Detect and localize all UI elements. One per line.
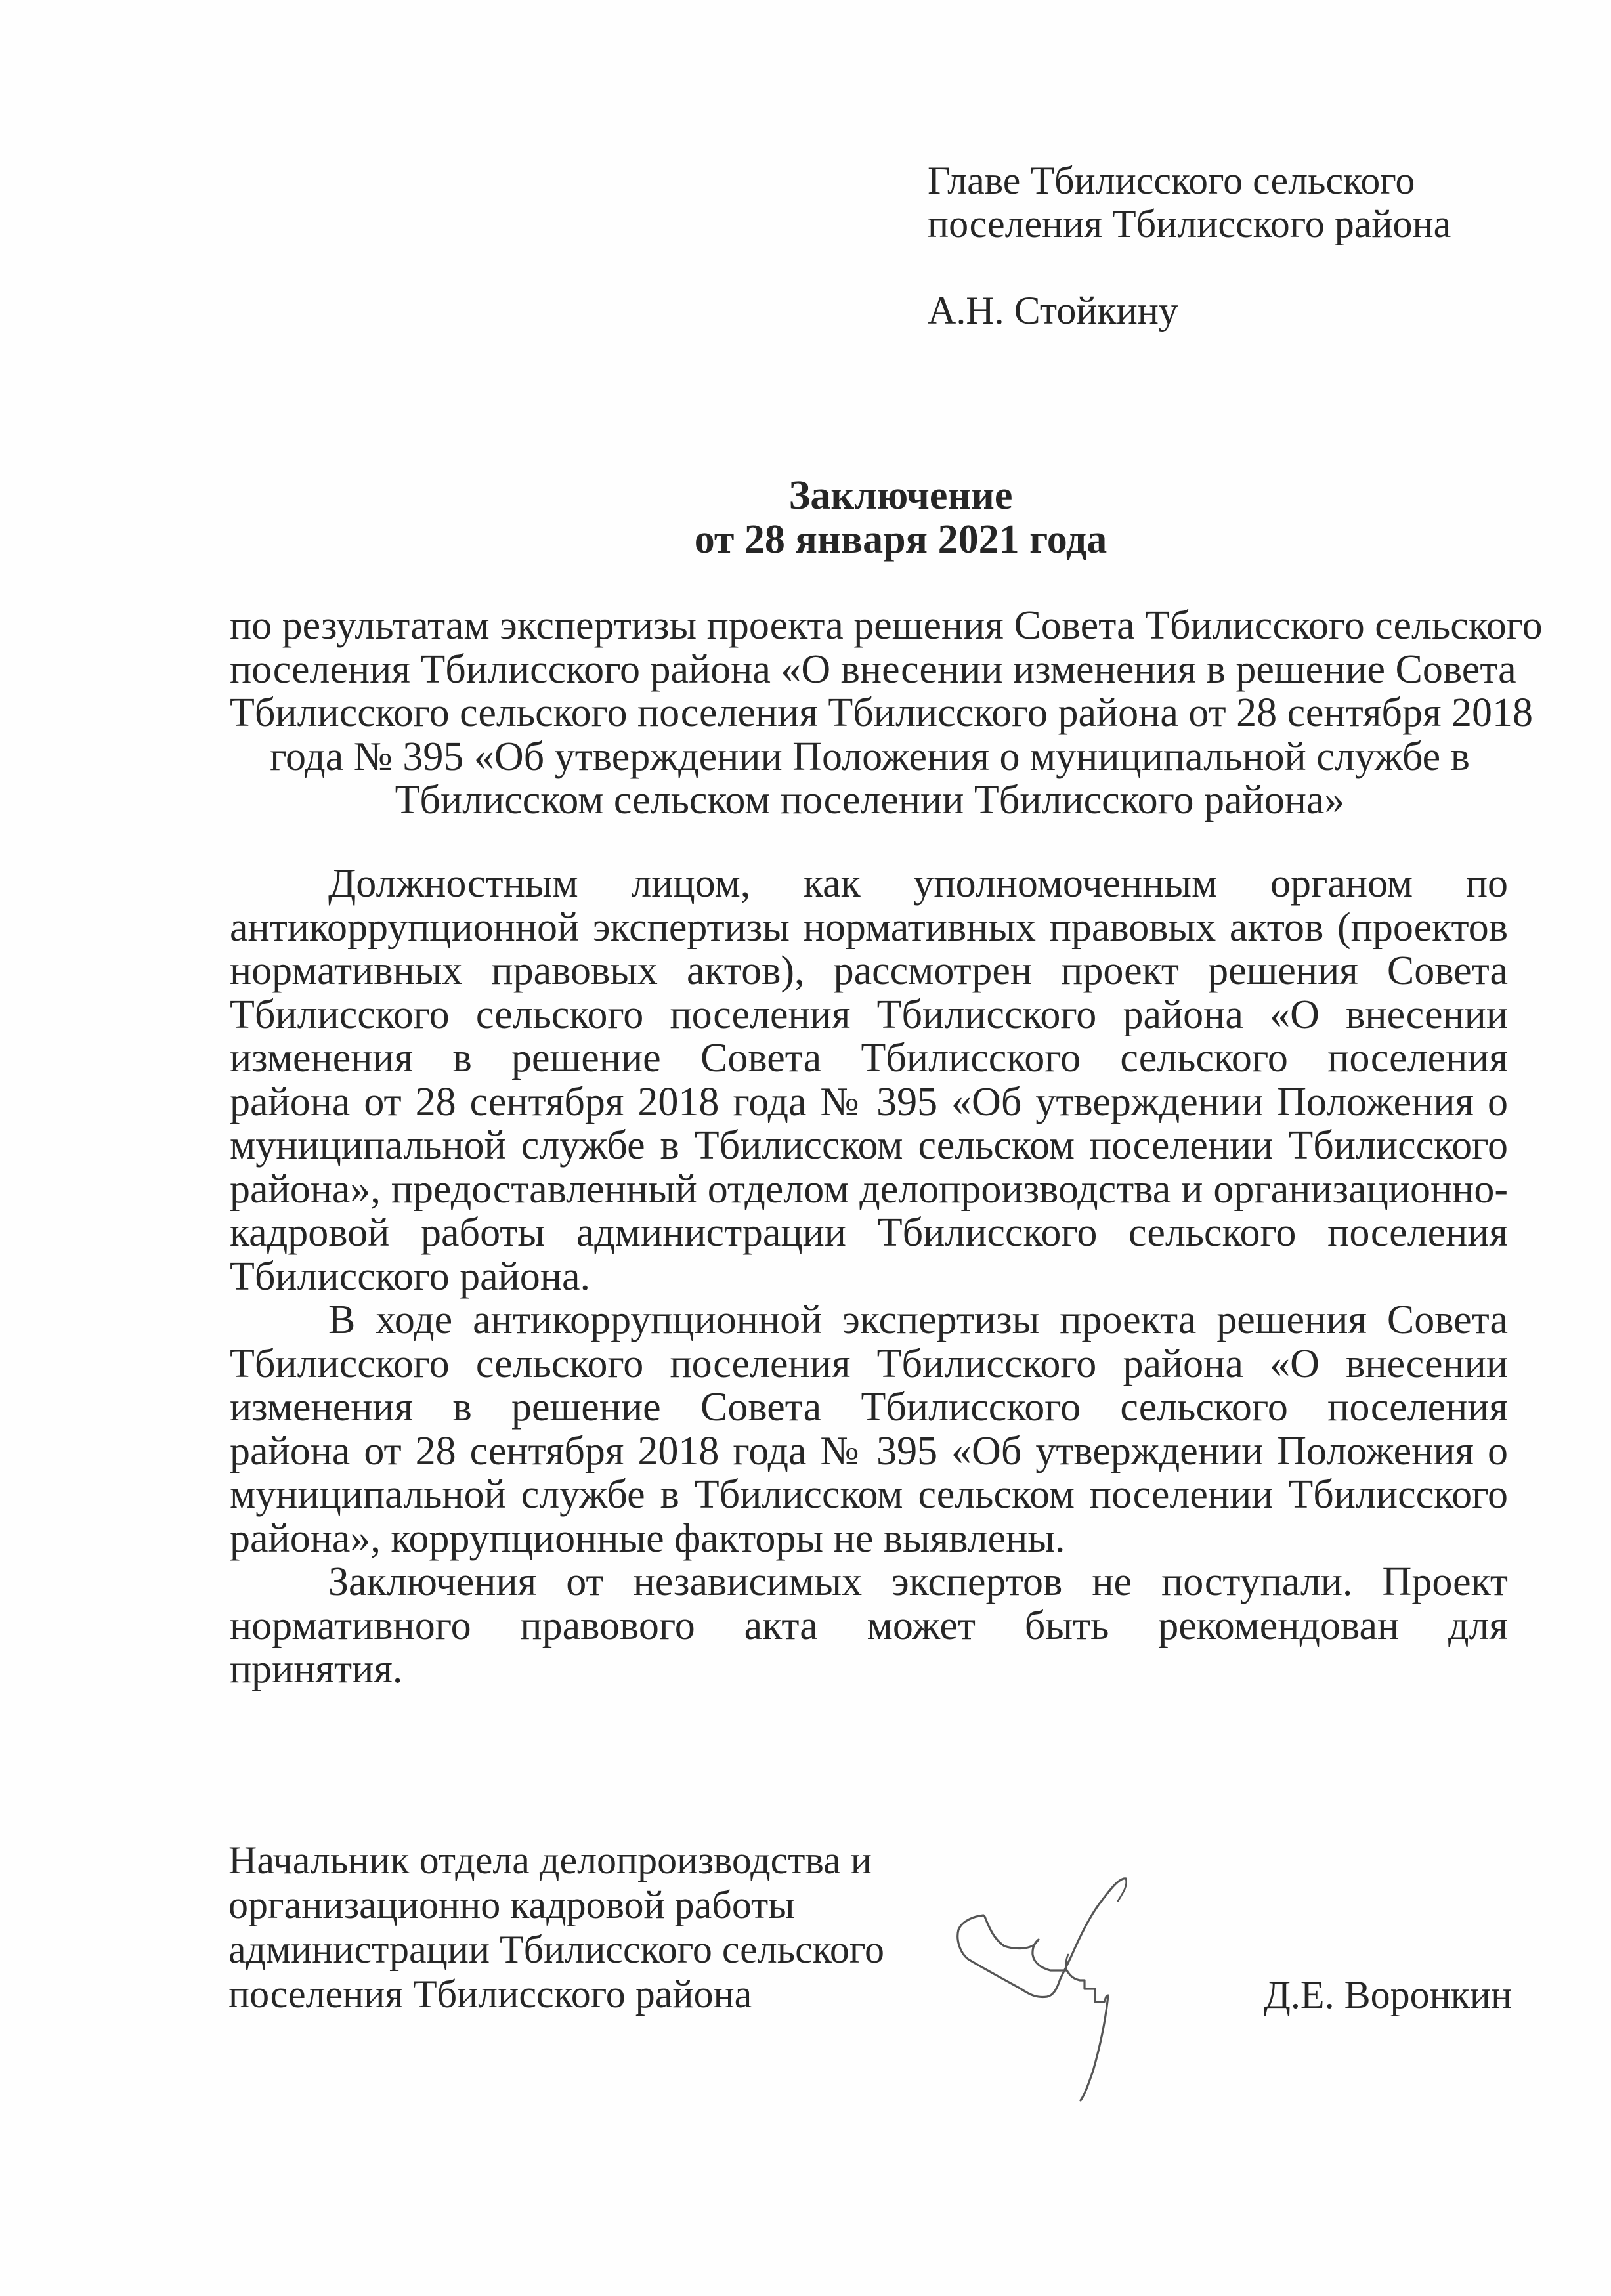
paragraph-line: Должностным лицом, как уполномоченным органом по xyxy=(328,862,1508,906)
addressee-line: Главе Тбилисского сельского xyxy=(928,159,1415,202)
position-line: организационно кадровой работы xyxy=(228,1883,795,1926)
paragraph-line: принятия. xyxy=(230,1647,403,1691)
paragraph-line: Тбилисского сельского поселения Тбилисского района «О внесении xyxy=(230,992,1508,1036)
paragraph-line: антикоррупционной экспертизы нормативных правовых актов (проектов xyxy=(230,905,1508,949)
position-line: администрации Тбилисского сельского xyxy=(228,1928,884,1971)
paragraph-line: района от 28 сентября 2018 года № 395 «Об утверждении Положения о xyxy=(230,1429,1508,1473)
addressee-name: А.Н. Стойкину xyxy=(928,289,1178,332)
signature-stroke xyxy=(958,1879,1126,2100)
signer-name: Д.Е. Воронкин xyxy=(1264,1973,1513,2016)
body-paragraph xyxy=(230,1298,1508,1560)
paragraph-line: изменения в решение Совета Тбилисского сельского поселения xyxy=(230,1036,1508,1080)
addressee-block xyxy=(928,159,1451,332)
paragraph-line: района от 28 сентября 2018 года № 395 «Об утверждении Положения о xyxy=(230,1080,1508,1124)
paragraph-line: изменения в решение Совета Тбилисского сельского поселения xyxy=(230,1386,1508,1430)
body-paragraph xyxy=(230,1560,1508,1691)
title-heading: Заключение xyxy=(788,473,1013,518)
handwritten-signature xyxy=(932,1851,1155,2127)
paragraph-line: района», коррупционные факторы не выявлены. xyxy=(230,1516,1065,1561)
document-title xyxy=(0,474,1611,562)
paragraph-line: Тбилисского сельского поселения Тбилисского района «О внесении xyxy=(230,1342,1508,1386)
subject-line: года № 395 «Об утверждении Положения о муниципальной службе в xyxy=(270,734,1470,779)
subject-line: поселения Тбилисского района «О внесении изменения в решение Совета xyxy=(230,647,1516,692)
paragraph-line: муниципальной службе в Тбилисском сельском поселении Тбилисского xyxy=(230,1473,1508,1517)
position-line: поселения Тбилисского района xyxy=(228,1972,752,2016)
paragraph-line: Заключения от независимых экспертов не поступали. Проект xyxy=(328,1560,1508,1604)
subject-line: Тбилисского сельского поселения Тбилисского района от 28 сентября 2018 xyxy=(230,691,1533,735)
subject-line: Тбилисском сельском поселении Тбилисского района» xyxy=(395,778,1345,822)
document-subject xyxy=(230,603,1543,822)
signatory-position xyxy=(228,1838,884,2016)
paragraph-line: кадровой работы администрации Тбилисского сельского поселения xyxy=(230,1211,1508,1255)
paragraph-line: нормативных правовых актов), рассмотрен проект решения Совета xyxy=(230,949,1508,993)
document-body xyxy=(230,862,1508,1691)
body-paragraph xyxy=(230,862,1508,1298)
paragraph-line: В ходе антикоррупционной экспертизы проекта решения Совета xyxy=(328,1298,1508,1342)
paragraph-line: Тбилисского района. xyxy=(230,1254,591,1299)
position-line: Начальник отдела делопроизводства и xyxy=(228,1839,872,1882)
addressee-line: поселения Тбилисского района xyxy=(928,202,1451,245)
subject-line: по результатам экспертизы проекта решения Совета Тбилисского сельского xyxy=(230,603,1543,648)
title-date: от 28 января 2021 года xyxy=(694,517,1107,562)
paragraph-line: района», предоставленный отделом делопроизводства и организационно- xyxy=(230,1167,1508,1211)
paragraph-line: муниципальной службе в Тбилисском сельском поселении Тбилисского xyxy=(230,1124,1508,1168)
paragraph-line: нормативного правового акта может быть рекомендован для xyxy=(230,1604,1508,1648)
